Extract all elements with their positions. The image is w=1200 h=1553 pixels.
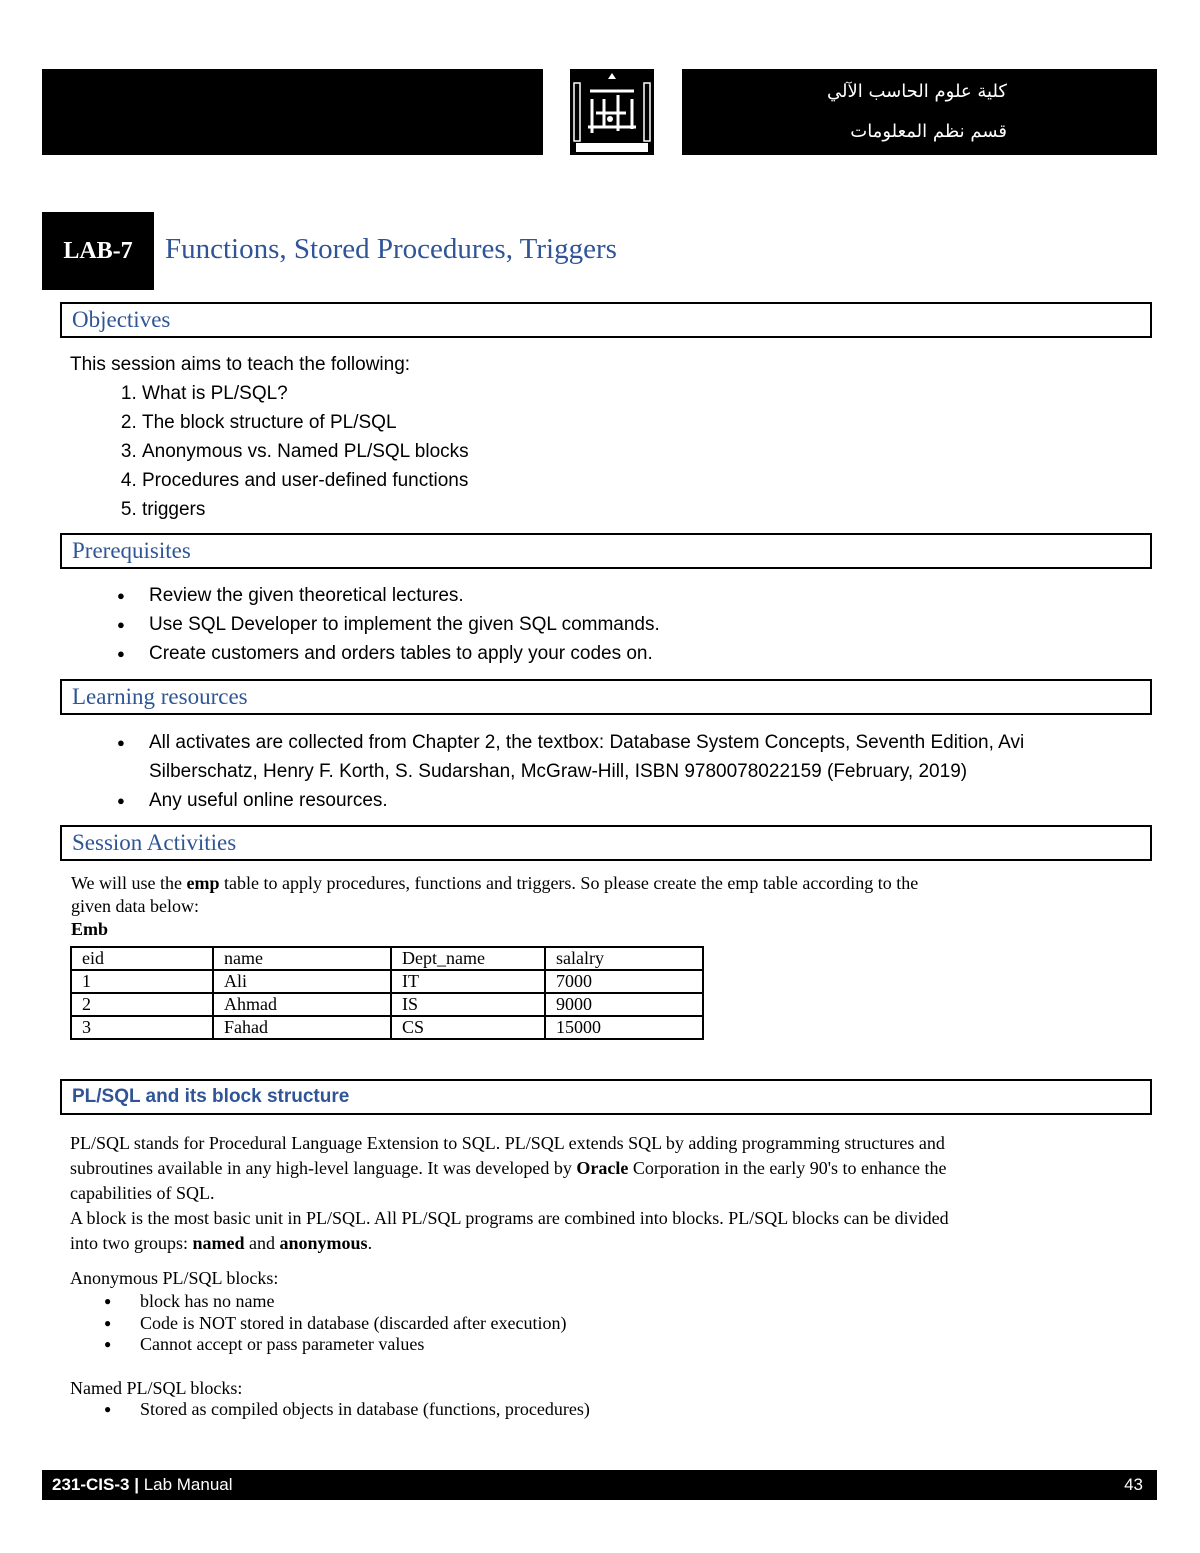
header-right-band — [682, 69, 1157, 155]
university-logo-emblem — [570, 69, 654, 155]
resources-list — [117, 728, 1024, 815]
paragraph-line: . — [367, 1233, 373, 1253]
list-item: ● Code is NOT stored in database (discarded after execution) — [140, 1313, 567, 1335]
prerequisites-heading: Prerequisites — [60, 533, 1152, 569]
anonymous-keyword: anonymous — [279, 1233, 368, 1253]
table-cell: CS — [391, 1016, 545, 1039]
table-cell: 15000 — [545, 1016, 703, 1039]
table-row — [71, 993, 703, 1016]
list-item: 1. What is PL/SQL? — [142, 379, 469, 408]
table-cell: 7000 — [545, 970, 703, 993]
paragraph-line: A block is the most basic unit in PL/SQL. All PL/SQL programs are combined into blocks. PL/SQL blocks can be divided — [70, 1208, 949, 1228]
session-text: given data below: — [71, 896, 199, 916]
paragraph-line: into two groups: — [70, 1233, 193, 1253]
list-item: 2. The block structure of PL/SQL — [142, 408, 469, 437]
table-cell: 3 — [71, 1016, 213, 1039]
university-logo — [570, 69, 654, 155]
table-cell: Ali — [213, 970, 391, 993]
list-item: ● Use SQL Developer to implement the given SQL commands. — [149, 610, 660, 639]
table-cell: IS — [391, 993, 545, 1016]
named-title: Named PL/SQL blocks: — [70, 1378, 243, 1398]
table-header-cell: eid — [71, 947, 213, 970]
table-cell: 9000 — [545, 993, 703, 1016]
resource-line-2: Silberschatz, Henry F. Korth, S. Sudarshan, McGraw-Hill, ISBN 9780078022159 (February, 2019) — [149, 761, 968, 782]
plsql-heading: PL/SQL and its block structure — [60, 1079, 1152, 1115]
emp-keyword: emp — [186, 873, 220, 893]
resource-line-1: All activates are collected from Chapter 2, the textbox: Database System Concepts, Seventh Edition, Avi — [149, 732, 1025, 753]
table-row — [71, 970, 703, 993]
table-header-cell: Dept_name — [391, 947, 545, 970]
oracle-keyword: Oracle — [576, 1158, 629, 1178]
list-item: ● Any useful online resources. — [149, 786, 1024, 815]
table-cell: IT — [391, 970, 545, 993]
anonymous-list — [70, 1291, 567, 1356]
plsql-paragraphs — [70, 1131, 949, 1256]
table-header-cell: name — [213, 947, 391, 970]
paragraph-line: Corporation in the early 90's to enhance the — [628, 1158, 947, 1178]
objectives-heading: Objectives — [60, 302, 1152, 338]
list-item — [149, 728, 1024, 786]
paragraph-line: capabilities of SQL. — [70, 1183, 215, 1203]
table-cell: 1 — [71, 970, 213, 993]
footer-label — [52, 1470, 233, 1500]
college-name: كلية علوم الحاسب الآلي — [826, 81, 1007, 102]
emp-table — [70, 946, 704, 1040]
lab-title: Functions, Stored Procedures, Triggers — [165, 233, 617, 265]
table-title: Emb — [71, 919, 109, 939]
table-header-row — [71, 947, 703, 970]
list-item: ● block has no name — [140, 1291, 567, 1313]
table-cell: Ahmad — [213, 993, 391, 1016]
list-item: ● Stored as compiled objects in database (functions, procedures) — [140, 1399, 590, 1421]
header-left-band — [42, 69, 543, 155]
session-activities-heading: Session Activities — [60, 825, 1152, 861]
list-item: 4. Procedures and user-defined functions — [142, 466, 469, 495]
list-item: ● Cannot accept or pass parameter values — [140, 1334, 567, 1356]
list-item: 5. triggers — [142, 495, 469, 524]
table-cell: Fahad — [213, 1016, 391, 1039]
named-list — [70, 1399, 590, 1421]
footer-separator: | — [129, 1475, 144, 1494]
session-text: table to apply procedures, functions and triggers. So please create the emp table according to the — [219, 873, 919, 893]
course-code: 231-CIS-3 — [52, 1475, 130, 1494]
paragraph-line: subroutines available in any high-level language. It was developed by — [70, 1158, 577, 1178]
table-header-cell: salalry — [545, 947, 703, 970]
page-number: 43 — [1124, 1475, 1143, 1494]
objectives-intro: This session aims to teach the following: — [70, 354, 411, 375]
paragraph-line: PL/SQL stands for Procedural Language Extension to SQL. PL/SQL extends SQL by adding programming structures and — [70, 1133, 945, 1153]
learning-resources-heading: Learning resources — [60, 679, 1152, 715]
table-cell: 2 — [71, 993, 213, 1016]
anonymous-title: Anonymous PL/SQL blocks: — [70, 1268, 279, 1288]
paragraph-line: and — [244, 1233, 280, 1253]
lab-badge: LAB-7 — [42, 212, 154, 290]
list-item: 3. Anonymous vs. Named PL/SQL blocks — [142, 437, 469, 466]
named-keyword: named — [192, 1233, 245, 1253]
list-item: ● Create customers and orders tables to apply your codes on. — [149, 639, 660, 668]
department-name: قسم نظم المعلومات — [850, 121, 1007, 142]
list-item: ● Review the given theoretical lectures. — [149, 581, 660, 610]
page-footer — [42, 1470, 1157, 1500]
table-row — [71, 1016, 703, 1039]
objectives-list — [106, 379, 469, 524]
prerequisites-list — [117, 581, 660, 668]
manual-label: Lab Manual — [143, 1475, 233, 1494]
session-intro — [71, 872, 918, 941]
session-text: We will use the — [71, 873, 187, 893]
